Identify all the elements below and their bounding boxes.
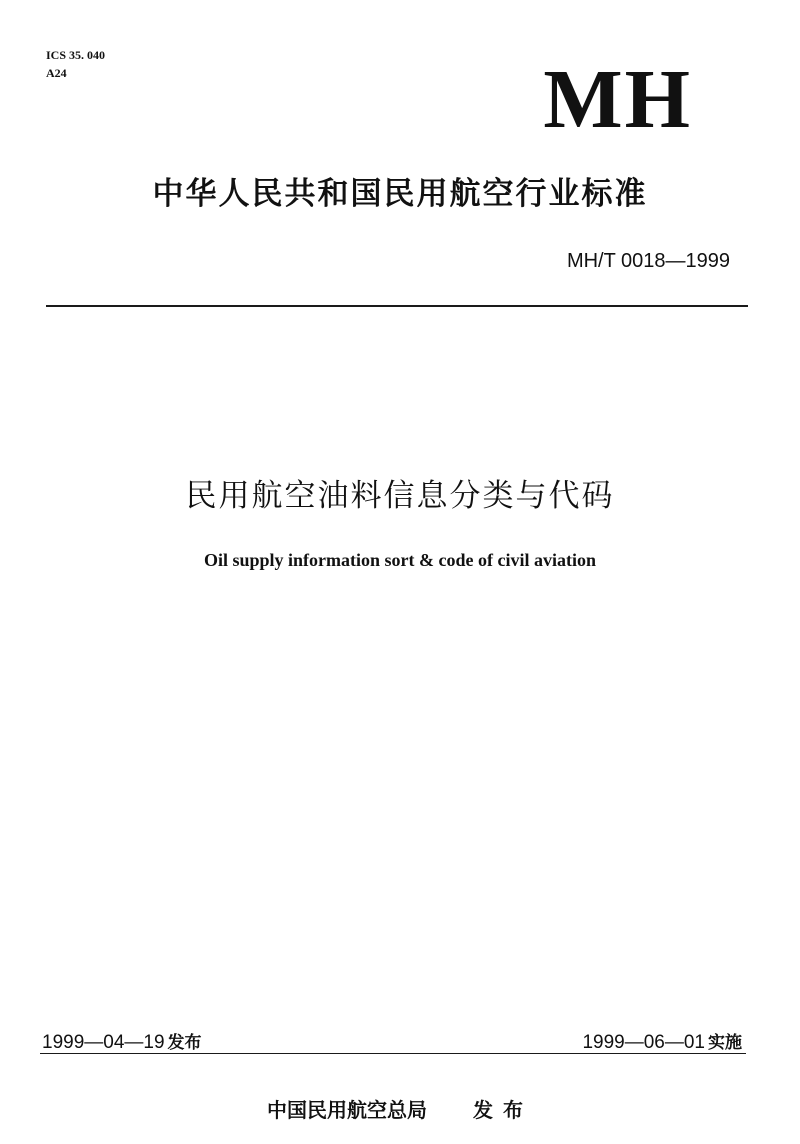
issue-date-block (42, 1028, 202, 1054)
publisher-action: 发布 (473, 1098, 533, 1122)
document-title: 民用航空油料信息分类与代码 (185, 478, 615, 514)
implement-label: 实施 (708, 1033, 742, 1053)
standard-number: MH/T 0018—1999 (566, 250, 730, 272)
english-title: Oil supply information sort & code of civil aviation (203, 550, 596, 570)
issue-label: 发布 (167, 1033, 202, 1053)
ics-code: ICS 35. 040 (46, 48, 106, 62)
implement-date: 1999—06—01 (582, 1032, 705, 1053)
footer-divider (40, 1053, 746, 1054)
publisher-name: 中国民用航空总局 (267, 1098, 427, 1122)
implement-date-block (582, 1028, 742, 1054)
header-divider (46, 305, 748, 307)
ccs-code: A24 (46, 66, 67, 80)
industry-standard-title: 中华人民共和国民用航空行业标准 (152, 176, 648, 212)
publisher-line (0, 1094, 800, 1123)
classification-codes (46, 46, 105, 82)
mh-logo: MH (543, 53, 692, 146)
issue-date: 1999—04—19 (42, 1032, 165, 1053)
